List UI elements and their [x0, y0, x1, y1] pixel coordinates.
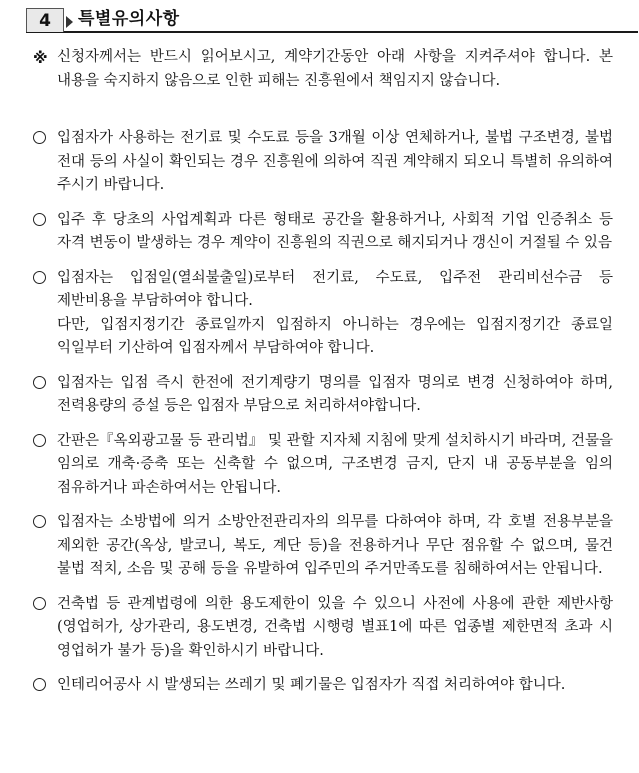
circle-bullet-icon	[33, 597, 46, 610]
list-item-paragraph: 간판은『옥외광고물 등 관리법』 및 관할 지자체 지침에 맞게 설치하시기 바라며, 건물을 임의로 개축·증축 또는 신축할 수 없으며, 구조변경 금지, 단지 내 공동부분을 임의 점유하거나 파손하여서는 안됩니다.	[57, 432, 613, 496]
list-item-text	[57, 511, 613, 582]
list-item-paragraph: 입주 후 당초의 사업계획과 다른 형태로 공간을 활용하거나, 사회적 기업 인증취소 등 자격 변동이 발생하는 경우 계약이 진흥원의 직권으로 해지되거나 갱신이 거절될 수 있음	[57, 211, 613, 251]
notice-text: 신청자께서는 반드시 읽어보시고, 계약기간동안 아래 사항을 지켜주셔야 합니다. 본 내용을 숙지하지 않음으로 인한 피해는 진흥원에서 책임지지 않습니다.	[57, 49, 613, 89]
section-title: 특별유의사항	[78, 9, 180, 29]
list-item-text	[57, 127, 613, 198]
list-item-text	[57, 430, 613, 501]
list-item-text	[57, 209, 613, 256]
list-item	[33, 209, 613, 256]
list-item-paragraph: 인테리어공사 시 발생되는 쓰레기 및 폐기물은 입점자가 직접 처리하여야 합니다.	[57, 677, 566, 693]
circle-bullet-icon	[33, 515, 46, 528]
list-item-paragraph: 입점자가 사용하는 전기료 및 수도료 등을 3개월 이상 연체하거나, 불법 구조변경, 불법 전대 등의 사실이 확인되는 경우 진흥원에 의하여 직권 계약해지 되오니 특별히 유의하여 주시기 바랍니다.	[57, 130, 613, 193]
list-item-paragraph: 다만, 입점지정기간 종료일까지 입점하지 아니하는 경우에는 입점지정기간 종료일 익일부터 기산하여 입점자께서 부담하여야 합니다.	[57, 316, 613, 356]
list-item-text	[57, 267, 613, 361]
list-item-text	[57, 372, 613, 419]
list-item	[33, 430, 613, 501]
list-item-paragraph: 입점자는 입점일(열쇠불출일)로부터 전기료, 수도료, 입주전 관리비선수금 등 제반비용을 부담하여야 합니다.	[57, 269, 613, 309]
list-item	[33, 674, 613, 698]
list-item	[33, 267, 613, 361]
list-item	[33, 511, 613, 582]
list-item-text	[57, 593, 613, 664]
reference-mark-icon: ※	[33, 49, 48, 67]
circle-bullet-icon	[33, 376, 46, 389]
list-item-text	[57, 674, 613, 698]
list-item-paragraph: 입점자는 입점 즉시 한전에 전기계량기 명의를 입점자 명의로 변경 신청하여야 하며, 전력용량의 증설 등은 입점자 부담으로 처리하셔야합니다.	[57, 374, 613, 414]
list-item-paragraph: 입점자는 소방법에 의거 소방안전관리자의 의무를 다하여야 하며, 각 호별 전용부분을 제외한 공간(옥상, 발코니, 복도, 계단 등)을 전용하거나 무단 점유할 수 없으며, 물건 불법 적치, 소음 및 공해 등을 유발하여 입주민의 주거만족도를 침해하여서는 안됩니다.	[57, 514, 613, 577]
triangle-right-icon	[66, 16, 73, 28]
list-item	[33, 593, 613, 664]
circle-bullet-icon	[33, 434, 46, 447]
caution-list	[33, 127, 613, 709]
list-item	[33, 127, 613, 198]
circle-bullet-icon	[33, 213, 46, 226]
circle-bullet-icon	[33, 678, 46, 691]
section-header	[26, 7, 638, 34]
circle-bullet-icon	[33, 131, 46, 144]
list-item	[33, 372, 613, 419]
section-number-badge: 4	[26, 8, 64, 32]
circle-bullet-icon	[33, 271, 46, 284]
list-item-paragraph: 건축법 등 관계법령에 의한 용도제한이 있을 수 있으니 사전에 사용에 관한 제반사항(영업허가, 상가관리, 용도변경, 건축법 시행령 별표1에 따른 업종별 제한면적 초과 시 영업허가 불가 등)을 확인하시기 바랍니다.	[57, 595, 613, 659]
